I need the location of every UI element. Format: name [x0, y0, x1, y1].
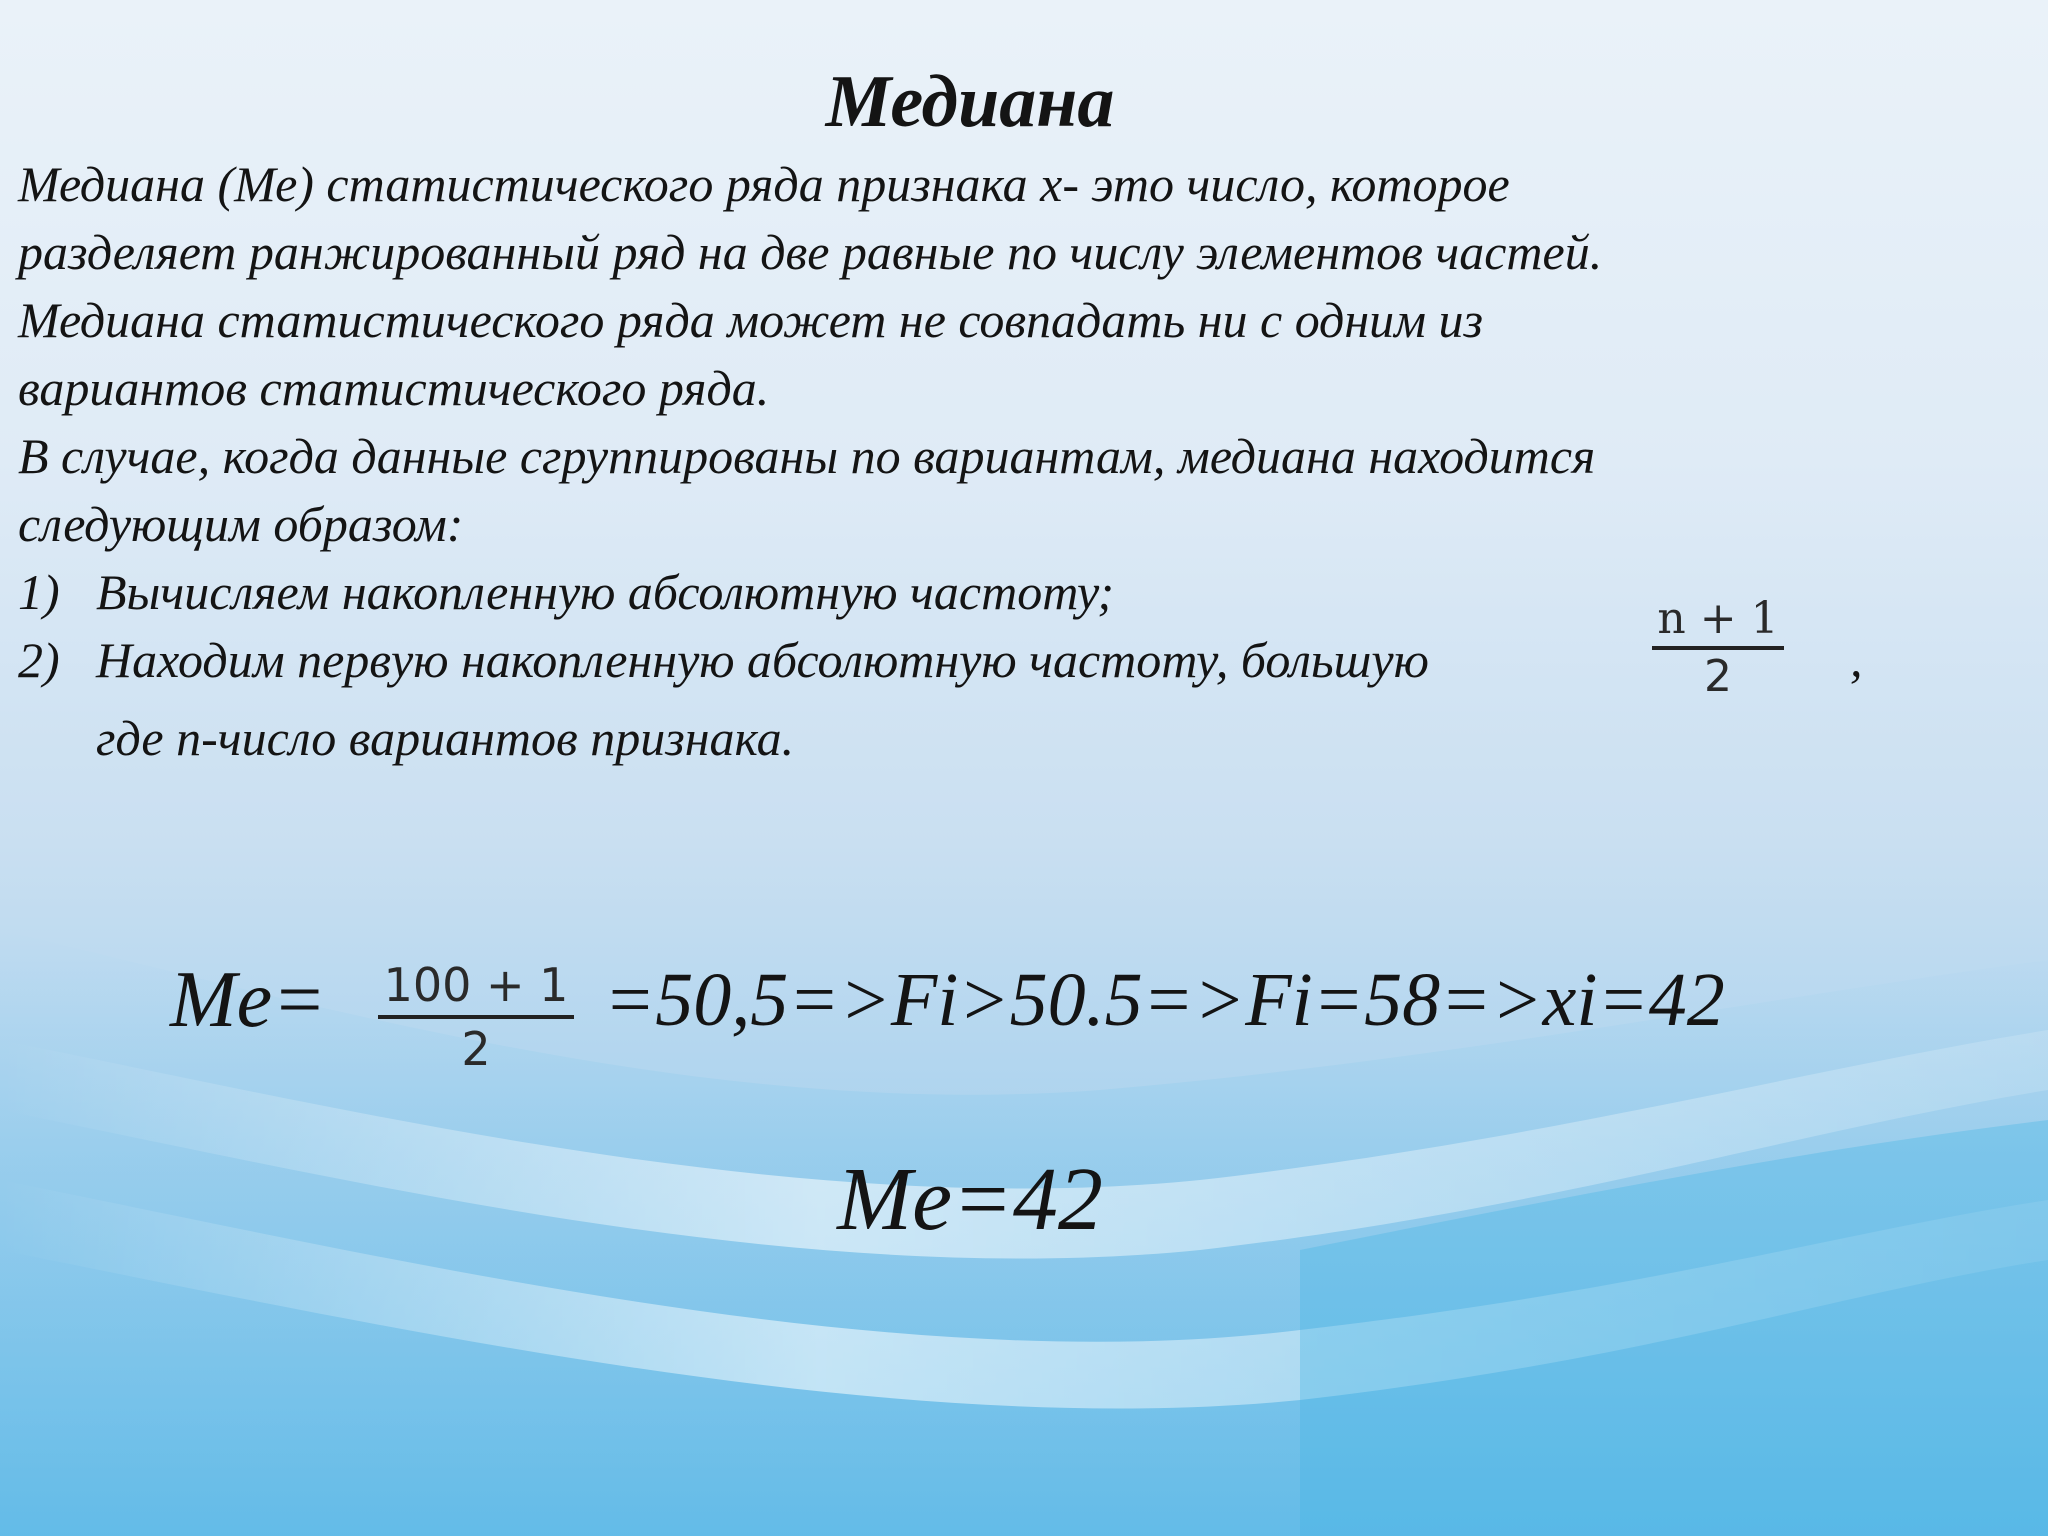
- definition-line-3: Медиана статистического ряда может не совпадать ни с одним из: [18, 292, 1484, 348]
- fraction-n-plus-1-over-2: [1652, 592, 1784, 704]
- formula-fraction-denominator: 2: [461, 1022, 491, 1076]
- trailing-comma: ,: [1850, 631, 1863, 687]
- formula-lhs: Me=: [170, 956, 327, 1044]
- grouped-line-2: следующим образом:: [18, 496, 464, 552]
- grouped-line-1: В случае, когда данные сгруппированы по вариантам, медиана находится: [18, 428, 1596, 484]
- step-1-text: Вычисляем накопленную абсолютную частоту;: [96, 564, 1114, 620]
- fraction-denominator: 2: [1704, 651, 1732, 702]
- slide-body: [18, 150, 1918, 772]
- fraction-numerator: n + 1: [1657, 593, 1779, 644]
- step-2-continuation: где n-число вариантов признака.: [96, 710, 795, 766]
- fraction-100-plus-1-over-2: [378, 955, 574, 1079]
- formula-fraction-numerator: 100 + 1: [383, 958, 569, 1012]
- definition-line-4: вариантов статистического ряда.: [18, 360, 770, 416]
- step-2: [18, 626, 1918, 694]
- step-2-text: Находим первую накопленную абсолютную частоту, большую: [96, 632, 1429, 688]
- step-1: [18, 558, 1918, 626]
- slide-title: Медиана: [825, 61, 1115, 143]
- definition-line-1: Медиана (Ме) статистического ряда признака х- это число, которое: [18, 156, 1510, 212]
- definition-line-2: разделяет ранжированный ряд на две равные по числу элементов частей.: [18, 224, 1603, 280]
- formula-rhs: =50,5=>Fi>50.5=>Fi=58=>xi=42: [604, 958, 1725, 1042]
- median-result: Me=42: [837, 1150, 1103, 1249]
- step-1-number: 1): [18, 564, 60, 620]
- step-2-number: 2): [18, 632, 60, 688]
